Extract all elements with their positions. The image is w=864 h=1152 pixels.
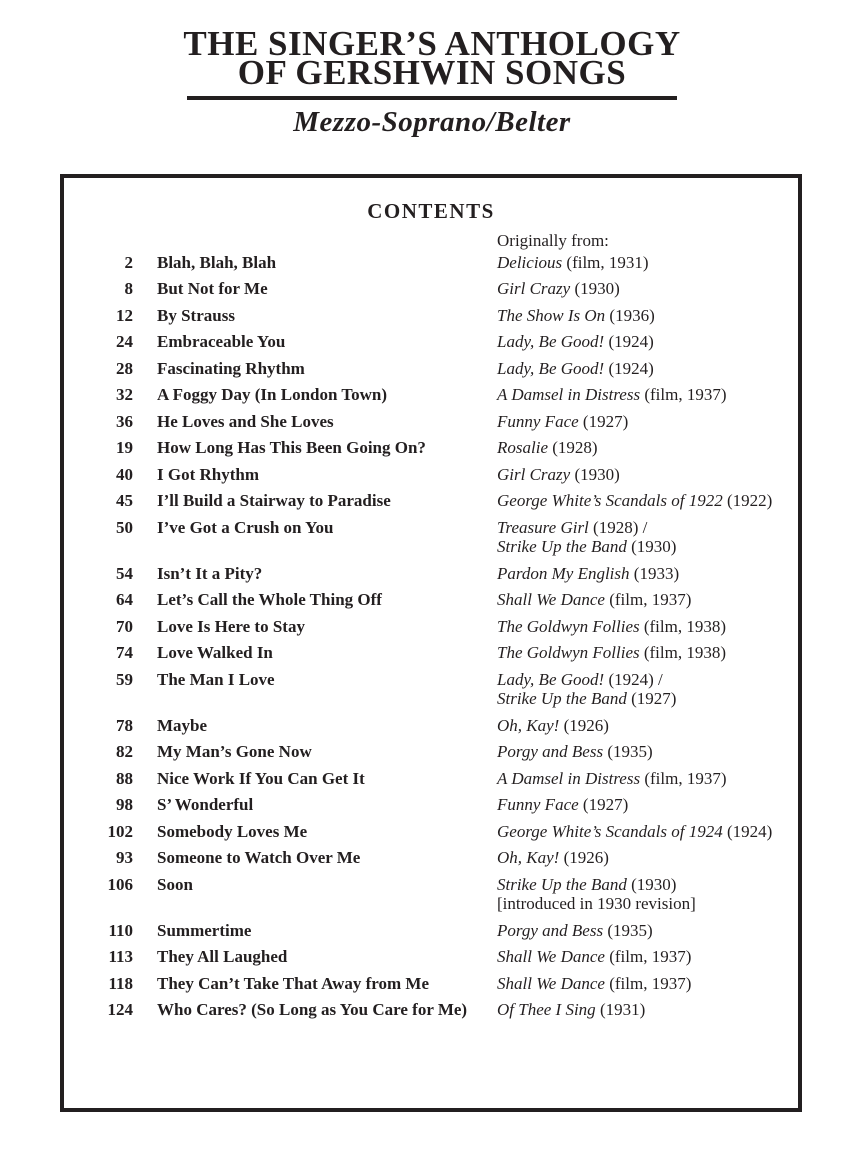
source-detail: (film, 1937) [604,590,692,609]
contents-row [64,332,798,352]
source-work-title: Porgy and Bess [497,920,604,940]
contents-row [64,716,798,736]
source-line [497,769,798,789]
song-page-number: 8 [124,279,133,298]
song-page-number: 82 [116,742,133,761]
song-page-number: 93 [116,848,133,867]
source-detail: (1927) [626,689,677,708]
song-source [497,1000,798,1020]
contents-row [64,438,798,458]
source-detail: (1924) [604,332,654,351]
song-source [497,564,798,584]
song-source [497,590,798,610]
contents-row [64,279,798,299]
source-line [497,253,798,273]
source-line [497,617,798,637]
song-page-number: 36 [116,411,133,431]
song-source [497,848,798,868]
song-source [497,769,798,789]
source-work-title: Strike Up the Band [497,874,627,894]
source-detail: (1922) [722,491,773,510]
song-title: They All Laughed [157,947,288,966]
contents-row [64,769,798,789]
song-source [497,795,798,815]
source-line [497,716,798,736]
song-page-number: 102 [107,821,133,841]
source-work-title: The Show Is On [497,305,606,325]
song-title: I’ll Build a Stairway to Paradise [157,491,391,510]
source-detail: (film, 1938) [639,643,727,662]
song-page-number: 2 [124,252,133,272]
contents-row [64,742,798,762]
source-detail: (1933) [629,563,680,583]
source-line [497,590,798,610]
origin-column-label: Originally from: [497,231,609,250]
contents-box [60,174,802,1112]
song-title: He Loves and She Loves [157,411,334,431]
source-work-title: Delicious [497,252,563,272]
source-detail: (film, 1937) [604,947,692,966]
source-detail: (film, 1937) [604,973,692,993]
source-line [497,332,798,352]
song-page-number: 113 [108,947,133,966]
source-line [497,359,798,379]
song-title: How Long Has This Been Going On? [157,438,426,457]
song-source [497,491,798,511]
source-line [497,894,798,914]
source-work-title: Oh, Kay! [497,715,560,735]
source-line [497,491,798,511]
song-page-number: 19 [116,438,133,457]
source-line [497,689,798,709]
source-detail: (film, 1931) [562,252,649,272]
contents-row [64,921,798,941]
song-title: By Strauss [157,305,235,325]
song-source [497,742,798,762]
contents-row [64,875,798,914]
source-detail: [introduced in 1930 revision] [497,894,696,913]
source-work-title: Pardon My English [497,563,630,583]
contents-row [64,795,798,815]
source-work-title: Lady, Be Good! [497,358,605,378]
contents-row [64,1000,798,1020]
song-source [497,359,798,379]
song-page-number: 124 [107,1000,133,1019]
source-detail: (1924) / [604,669,663,689]
song-source [497,253,798,273]
song-page-number: 45 [116,491,133,510]
song-title: But Not for Me [157,279,268,298]
contents-row [64,643,798,663]
song-page-number: 24 [116,332,133,351]
source-work-title: Funny Face [497,795,579,814]
source-line [497,518,798,538]
song-source [497,643,798,663]
source-work-title: A Damsel in Distress [497,385,641,404]
source-line [497,947,798,967]
song-page-number: 54 [116,563,133,583]
contents-row [64,412,798,432]
source-work-title: The Goldwyn Follies [497,643,640,662]
source-detail: (1936) [605,305,655,325]
song-source [497,306,798,326]
song-source [497,974,798,994]
source-line [497,974,798,994]
song-title: S’ Wonderful [157,795,254,814]
song-page-number: 88 [116,768,133,788]
source-line [497,742,798,762]
song-title: Somebody Loves Me [157,821,308,841]
source-line [497,1000,798,1020]
source-detail: (1926) [559,715,609,735]
source-work-title: The Goldwyn Follies [497,616,640,636]
source-detail: (1928) / [588,517,648,537]
source-line [497,306,798,326]
source-detail: (1931) [595,1000,646,1019]
song-source [497,875,798,914]
book-title [0,24,864,92]
source-line [497,465,798,485]
source-work-title: Lady, Be Good! [497,669,605,689]
source-line [497,643,798,663]
song-title: The Man I Love [157,669,275,689]
source-detail: (1928) [548,438,598,457]
song-title: Nice Work If You Can Get It [157,768,365,788]
source-detail: (1935) [603,920,653,940]
voice-type-subtitle: Mezzo-Soprano/Belter [293,106,571,138]
contents-row [64,848,798,868]
song-page-number: 40 [116,464,133,484]
contents-row [64,465,798,485]
source-line [497,795,798,815]
song-title: Embraceable You [157,332,286,351]
source-work-title: A Damsel in Distress [497,768,641,788]
song-page-number: 50 [116,517,133,537]
source-detail: (1924) [722,821,773,841]
source-detail: (1930) [570,279,620,298]
source-detail: (1924) [604,358,654,378]
song-source [497,385,798,405]
source-work-title: Shall We Dance [497,973,605,993]
source-detail: (1930) [626,537,677,556]
song-page-number: 64 [116,590,133,609]
song-page-number: 12 [116,305,133,325]
source-work-title: Strike Up the Band [497,537,627,556]
song-source [497,716,798,736]
contents-row [64,822,798,842]
song-title: Soon [157,874,193,894]
source-work-title: Girl Crazy [497,279,571,298]
song-page-number: 110 [108,920,133,940]
source-work-title: Shall We Dance [497,590,605,609]
source-work-title: Strike Up the Band [497,689,627,708]
source-work-title: Funny Face [497,411,579,431]
source-line [497,875,798,895]
song-source [497,822,798,842]
song-source [497,412,798,432]
source-line [497,822,798,842]
song-title: A Foggy Day (In London Town) [157,385,388,404]
song-page-number: 28 [116,358,133,378]
song-source [497,465,798,485]
song-page-number: 118 [108,973,133,993]
source-detail: (film, 1937) [640,768,727,788]
contents-row [64,385,798,405]
song-page-number: 98 [116,795,133,814]
contents-heading: CONTENTS [367,199,495,223]
song-title: I Got Rhythm [157,464,260,484]
song-source [497,279,798,299]
source-work-title: Rosalie [497,438,548,457]
song-title: Blah, Blah, Blah [157,252,277,272]
source-line [497,564,798,584]
source-detail: (1927) [578,795,629,814]
source-line [497,385,798,405]
song-source [497,617,798,637]
song-title: Isn’t It a Pity? [157,563,263,583]
song-source [497,332,798,352]
song-page-number: 70 [116,616,133,636]
source-detail: (1930) [570,464,620,484]
contents-rows [64,253,798,1020]
contents-row [64,253,798,273]
song-title: They Can’t Take That Away from Me [157,973,430,993]
source-work-title: Porgy and Bess [497,742,604,761]
song-page-number: 74 [116,643,133,662]
source-line [497,279,798,299]
source-detail: (1930) [626,874,677,894]
source-work-title: Lady, Be Good! [497,332,605,351]
song-page-number: 32 [116,385,133,404]
source-line [497,412,798,432]
source-work-title: Treasure Girl [497,517,589,537]
song-title: Fascinating Rhythm [157,358,305,378]
source-line [497,438,798,458]
song-title: Maybe [157,715,208,735]
source-work-title: George White’s Scandals of 1924 [497,821,723,841]
song-page-number: 59 [116,669,133,689]
source-work-title: Shall We Dance [497,947,605,966]
source-work-title: Of Thee I Sing [497,1000,596,1019]
song-title: I’ve Got a Crush on You [157,517,334,537]
contents-row [64,359,798,379]
contents-row [64,590,798,610]
source-detail: (film, 1937) [640,385,727,404]
song-title: My Man’s Gone Now [157,742,312,761]
source-detail: (1935) [603,742,653,761]
contents-row [64,306,798,326]
song-source [497,947,798,967]
song-title: Who Cares? (So Long as You Care for Me) [157,1000,468,1019]
source-detail: (film, 1938) [639,616,727,636]
source-line [497,670,798,690]
contents-row [64,947,798,967]
song-source [497,438,798,458]
contents-row [64,670,798,709]
contents-row [64,974,798,994]
song-title: Love Is Here to Stay [157,616,305,636]
song-title: Summertime [157,920,252,940]
song-page-number: 78 [116,715,133,735]
page-header [0,0,864,139]
song-source [497,921,798,941]
source-line [497,537,798,557]
song-title: Love Walked In [157,643,273,662]
contents-row [64,491,798,511]
book-title-line-1: THE SINGER’S ANTHOLOGY [183,24,681,63]
song-page-number: 106 [107,874,133,894]
contents-row [64,617,798,637]
song-source [497,518,798,557]
source-work-title: Girl Crazy [497,464,571,484]
source-detail: (1927) [578,411,629,431]
source-line [497,921,798,941]
title-rule-divider [187,96,677,100]
source-work-title: Oh, Kay! [497,848,560,867]
contents-row [64,564,798,584]
source-work-title: George White’s Scandals of 1922 [497,491,723,510]
source-detail: (1926) [559,848,609,867]
source-line [497,848,798,868]
song-source [497,670,798,709]
contents-row [64,518,798,557]
song-title: Someone to Watch Over Me [157,848,361,867]
song-title: Let’s Call the Whole Thing Off [157,590,382,609]
book-title-line-2: OF GERSHWIN SONGS [237,53,627,92]
